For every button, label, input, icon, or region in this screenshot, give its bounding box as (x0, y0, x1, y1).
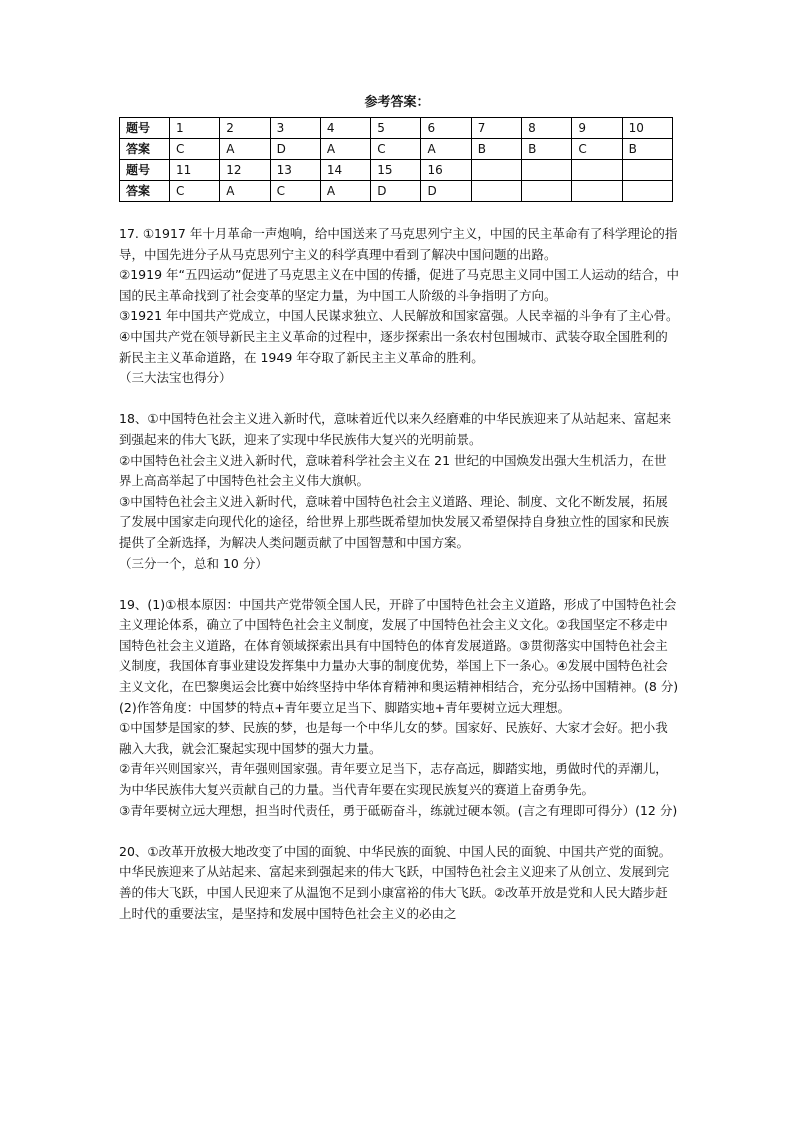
table-cell: 14 (320, 160, 370, 181)
answer-paragraph: ③青年要树立远大理想，担当时代责任，勇于砥砺奋斗，练就过硬本领。(言之有理即可得分）(12 分) (119, 802, 678, 818)
table-cell: 3 (270, 118, 320, 139)
table-cell: A (421, 139, 471, 160)
table-cell: 6 (421, 118, 471, 139)
table-cell: B (622, 139, 672, 160)
answer-key-title: 参考答案： (364, 95, 430, 110)
section-gap (119, 821, 679, 842)
answer-paragraph: 17. ①1917 年十月革命一声炮响，给中国送来了马克思列宁主义，中国的民主革命有了科学理论的指导，中国先进分子从马克思列宁主义的科学真理中看到了解决中国问题的出路。 (119, 226, 678, 262)
answer-paragraph: ③1921 年中国共产党成立，中国人民谋求独立、人民解放和国家富强。人民幸福的斗争有了主心骨。 (119, 308, 679, 324)
table-cell: C (270, 181, 320, 202)
table-cell: 12 (220, 160, 270, 181)
answer-paragraph: 20、①改革开放极大地改变了中国的面貌、中华民族的面貌、中国人民的面貌、中国共产党的面貌。中华民族迎来了从站起来、富起来到强起来的伟大飞跃，中国特色社会主义迎来了从创立、发展到完善的伟大飞跃，中国人民迎来了从温饱不足到小康富裕的伟大飞跃。②改革开放是党和人民大踏步赶上时代的重要法宝，是坚持和发展中国特色社会主义的必由之 (119, 843, 672, 921)
answer-section (119, 842, 679, 924)
table-cell: A (220, 139, 270, 160)
table-cell: 9 (572, 118, 622, 139)
table-row (120, 181, 673, 202)
table-cell: 15 (371, 160, 421, 181)
table-cell: 13 (270, 160, 320, 181)
answer-paragraph: ①中国梦是国家的梦、民族的梦，也是每一个中华儿女的梦。国家好、民族好、大家才会好。把小我融入大我，就会汇聚起实现中国梦的强大力量。 (119, 720, 668, 756)
table-cell: C (371, 139, 421, 160)
table-cell: C (572, 139, 622, 160)
answer-paragraph: ②1919 年“五四运动”促进了马克思主义在中国的传播，促进了马克思主义同中国工人运动的结合，中国的民主革命找到了社会变革的坚定力量，为中国工人阶级的斗争指明了方向。 (119, 267, 679, 303)
section-gap (119, 574, 679, 595)
answer-paragraph: ③中国特色社会主义进入新时代，意味着中国特色社会主义道路、理论、制度、文化不断发展，拓展了发展中国家走向现代化的途径，给世界上那些既希望加快发展又希望保持自身独立性的国家和民族提供了全新选择，为解决人类问题贡献了中国智慧和中国方案。 (119, 493, 670, 550)
answer-paragraph: 19、(1)①根本原因：中国共产党带领全国人民，开辟了中国特色社会主义道路，形成了中国特色社会主义理论体系，确立了中国特色社会主义制度，发展了中国特色社会主义文化。②我国坚定不移走中国特色社会主义道路，在体育领域探索出具有中国特色的体育发展道路。③贯彻落实中国特色社会主义制度，我国体育事业建设发挥集中力量办大事的制度优势，举国上下一条心。④发展中国特色社会主义文化，在巴黎奥运会比赛中始终坚持中华体育精神和奥运精神相结合，充分弘扬中国精神。(8 分) (119, 596, 679, 695)
row-header-cell: 答案 (120, 181, 170, 202)
table-row (120, 139, 673, 160)
table-cell: A (320, 181, 370, 202)
table-cell: 7 (471, 118, 521, 139)
table-cell: 5 (371, 118, 421, 139)
table-cell (572, 160, 622, 181)
table-cell (572, 181, 622, 202)
table-cell: 8 (522, 118, 572, 139)
table-cell (622, 181, 672, 202)
table-cell (471, 181, 521, 202)
answer-paragraph: 18、①中国特色社会主义进入新时代，意味着近代以来久经磨难的中华民族迎来了从站起来、富起来到强起来的伟大飞跃，迎来了实现中华民族伟大复兴的光明前景。 (119, 411, 672, 447)
answer-paragraph: ②中国特色社会主义进入新时代，意味着科学社会主义在 21 世纪的中国焕发出强大生机活力，在世界上高高举起了中国特色社会主义伟大旗帜。 (119, 452, 667, 489)
table-cell: C (170, 139, 220, 160)
table-cell: 10 (622, 118, 672, 139)
table-cell: D (421, 181, 471, 202)
answer-paragraph: (2)作答角度：中国梦的特点+青年要立足当下、脚踏实地+青年要树立远大理想。 (119, 699, 571, 715)
table-cell (522, 181, 572, 202)
answer-section (119, 409, 679, 574)
table-cell: 4 (320, 118, 370, 139)
answer-section (119, 595, 679, 822)
answer-section (119, 224, 679, 389)
table-row (120, 160, 673, 181)
table-cell: 16 (421, 160, 471, 181)
table-cell: B (471, 139, 521, 160)
answer-paragraph: ④中国共产党在领导新民主主义革命的过程中，逐步探索出一条农村包围城市、武装夺取全国胜利的新民主主义革命道路，在 1949 年夺取了新民主主义革命的胜利。 (119, 328, 668, 365)
table-cell: C (170, 181, 220, 202)
table-cell: D (371, 181, 421, 202)
table-row (120, 118, 673, 139)
row-header-cell: 题号 (120, 118, 170, 139)
answer-table (119, 117, 673, 202)
table-cell: A (220, 181, 270, 202)
row-header-cell: 答案 (120, 139, 170, 160)
answer-paragraph: （三大法宝也得分） (119, 370, 232, 386)
answer-paragraph: （三分一个，总和 10 分） (119, 555, 268, 571)
table-cell: B (522, 139, 572, 160)
table-cell (622, 160, 672, 181)
row-header-cell: 题号 (120, 160, 170, 181)
answer-content (119, 224, 679, 924)
answer-paragraph: ②青年兴则国家兴，青年强则国家强。青年要立足当下，志存高远，脚踏实地，勇做时代的弄潮儿，为中华民族伟大复兴贡献自己的力量。当代青年要在实现民族复兴的赛道上奋勇争先。 (119, 761, 668, 798)
table-cell: 1 (170, 118, 220, 139)
section-gap (119, 389, 679, 410)
table-cell: A (320, 139, 370, 160)
table-cell (471, 160, 521, 181)
table-cell (522, 160, 572, 181)
table-cell: 11 (170, 160, 220, 181)
table-cell: D (270, 139, 320, 160)
table-cell: 2 (220, 118, 270, 139)
